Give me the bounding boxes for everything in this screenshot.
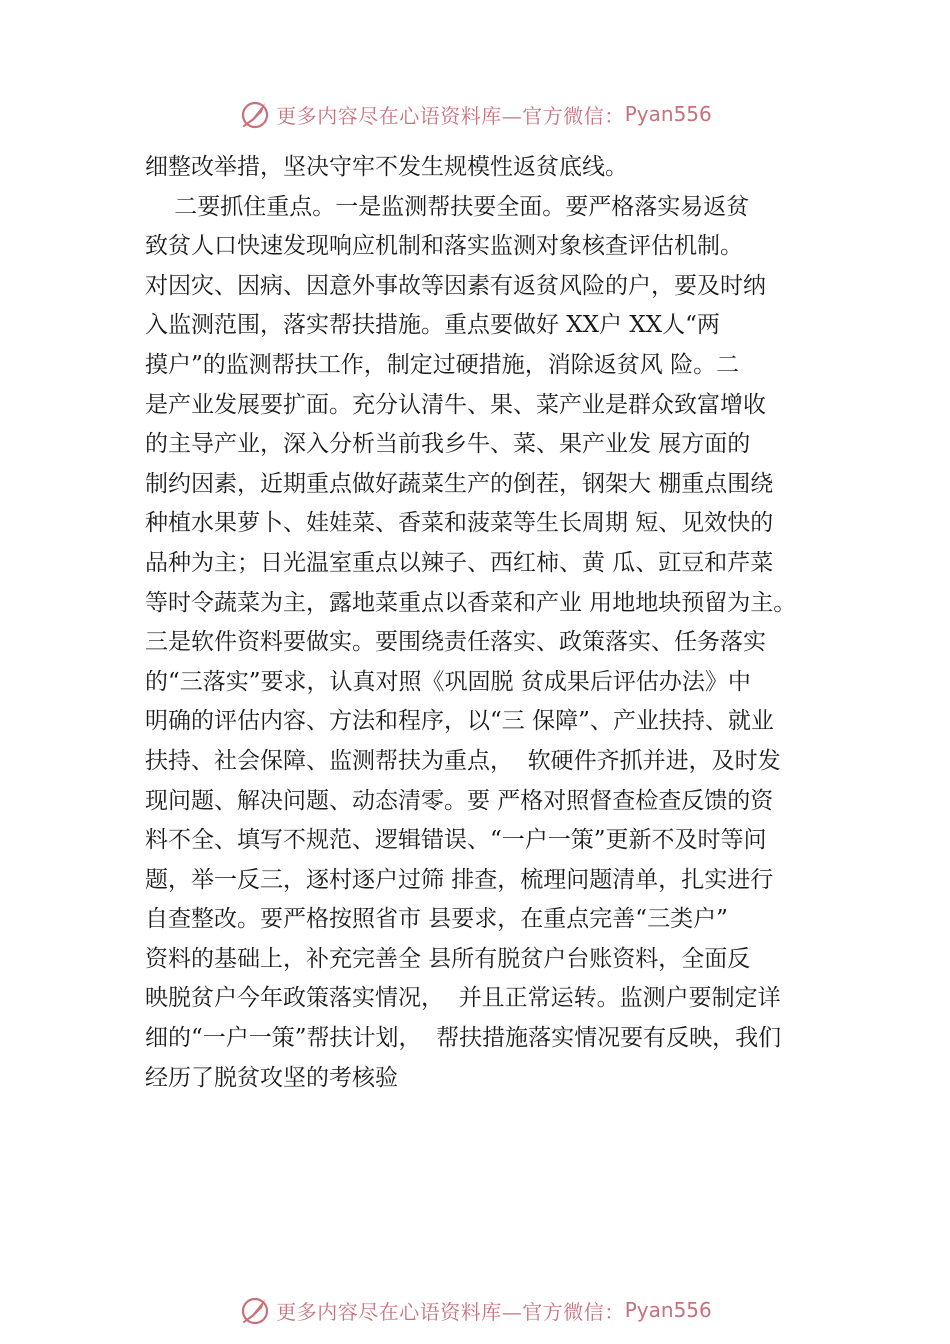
text-line: 种植水果萝卜、娃娃菜、香菜和菠菜等生长周期 短、见效快的 bbox=[145, 510, 774, 537]
quill-seal-icon bbox=[238, 1293, 272, 1327]
watermark-text: 更多内容尽在心语资料库—官方微信： bbox=[276, 1299, 625, 1324]
text-line: 对因灾、因病、因意外事故等因素有返贫风险的户，要及时纳 bbox=[145, 272, 766, 299]
text-line: 品种为主；日光温室重点以辣子、西红柿、黄 瓜、豇豆和芹菜 bbox=[145, 549, 774, 576]
text-line: 是产业发展要扩面。充分认清牛、果、菜产业是群众致富增收 bbox=[145, 391, 766, 418]
text-line: 扶持、社会保障、监测帮扶为重点， 软硬件齐抓并进，及时发 bbox=[145, 747, 781, 774]
text-line: 入监测范围，落实帮扶措施。重点要做好 XX户 XX人“两 bbox=[145, 312, 720, 339]
text-line: 制约因素，近期重点做好蔬菜生产的倒茬，钢架大 棚重点围绕 bbox=[145, 470, 774, 497]
watermark-banner-bottom bbox=[0, 1290, 950, 1330]
text-line: 细整改举措，坚决守牢不发生规模性返贫底线。 bbox=[145, 154, 628, 180]
text-line: 映脱贫户今年政策落实情况， 并且正常运转。监测户要制定详 bbox=[145, 985, 781, 1012]
text-line: 致贫人口快速发现响应机制和落实监测对象核查评估机制。 bbox=[145, 233, 743, 260]
quill-seal-icon bbox=[238, 97, 272, 131]
text-line: 料不全、填写不规范、逻辑错误、“一户一策”更新不及时等问 bbox=[145, 827, 767, 854]
text-line: 经历了脱贫攻坚的考核验 bbox=[145, 1064, 398, 1091]
text-line: 的主导产业，深入分析当前我乡牛、菜、果产业发 展方面的 bbox=[145, 431, 751, 458]
text-line: 题，举一反三，逐村逐户过筛 排查，梳理问题清单，扎实进行 bbox=[145, 866, 774, 893]
watermark-wechat-id: Pyan556 bbox=[624, 102, 712, 126]
text-line: 摸户”的监测帮扶工作，制定过硬措施，消除返贫风 险。二 bbox=[145, 351, 740, 378]
text-line: 等时令蔬菜为主，露地菜重点以香菜和产业 用地地块预留为主。 bbox=[145, 589, 797, 616]
watermark-banner-top bbox=[0, 94, 950, 134]
text-line: 现问题、解决问题、动态清零。要 严格对照督查检查反馈的资 bbox=[145, 787, 774, 814]
watermark-text: 更多内容尽在心语资料库—官方微信： bbox=[276, 103, 625, 128]
text-line: 二要抓住重点。一是监测帮扶要全面。要严格落实易返贫 bbox=[145, 193, 750, 220]
watermark-wechat-id: Pyan556 bbox=[624, 1298, 712, 1322]
text-line: 明确的评估内容、方法和程序，以“三 保障”、产业扶持、就业 bbox=[145, 708, 774, 735]
document-body bbox=[145, 148, 845, 1098]
text-line: 资料的基础上，补充完善全 县所有脱贫户台账资料，全面反 bbox=[145, 945, 751, 972]
text-line: 自查整改。要严格按照省市 县要求，在重点完善“三类户” bbox=[145, 906, 728, 933]
text-line: 三是软件资料要做实。要围绕责任落实、政策落实、任务落实 bbox=[145, 629, 766, 656]
text-line: 细的“一户一策”帮扶计划， 帮扶措施落实情况要有反映，我们 bbox=[145, 1025, 782, 1052]
text-line: 的“三落实”要求，认真对照《巩固脱 贫成果后评估办法》中 bbox=[145, 668, 751, 695]
